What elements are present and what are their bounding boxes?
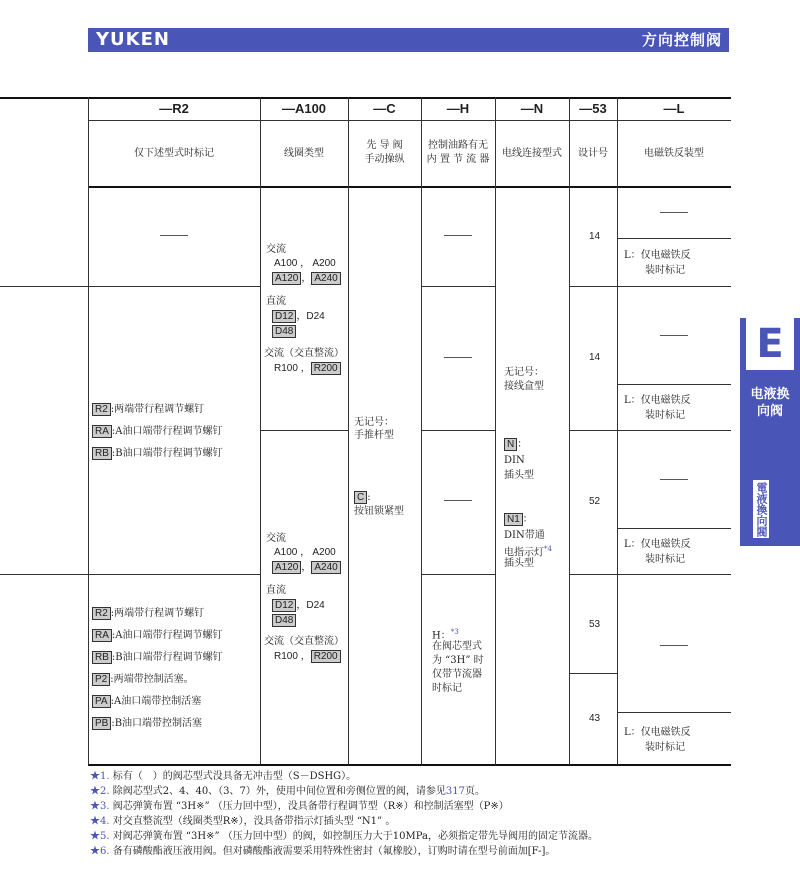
col-sep-7 [617, 97, 618, 765]
row1-rule-right [421, 286, 495, 287]
dash-h-row1 [444, 235, 472, 236]
col-sep-1 [88, 97, 89, 765]
col-desc-r2: 仅下述型式时标记 [134, 148, 214, 159]
coil-acdc-values-b: R100 ， R200 [274, 650, 341, 663]
col-sep-5 [495, 97, 496, 765]
brand-logo: YUKEN [96, 29, 170, 50]
dash-h-row2 [444, 357, 472, 358]
design-number: 43 [589, 713, 601, 724]
col-code-a100: —A100 [281, 101, 327, 116]
col-desc-c-1: 先 导 阀 [366, 140, 403, 151]
coil-ac-values-b: A100 ， A200 [274, 547, 336, 558]
coil-dc-label-b: 直流 [266, 585, 286, 596]
r2-option-r2: R2 :两端带行程调节螺钉 [92, 403, 204, 416]
coil-ac-label: 交流 [266, 244, 286, 255]
coil-ac-boxes-b: A120 ， A240 [272, 561, 341, 574]
reverse-split-1 [617, 238, 731, 239]
conn-n-l2: 插头型 [504, 470, 534, 481]
coil-dc-box2-b: D48 [272, 614, 296, 627]
col-desc-a100: 线圈类型 [284, 148, 324, 159]
conn-n1-l3: 插头型 [504, 558, 534, 569]
conn-none: 无记号： [504, 367, 544, 378]
dash-l-row4 [660, 645, 688, 646]
manual-none: 无记号： [354, 417, 394, 428]
table-bottom-rule [88, 764, 731, 766]
dash-l-row3 [660, 479, 688, 480]
col-code-l: —L [663, 101, 685, 116]
col-sep-6 [569, 97, 570, 765]
conn-n1-l2: 电指示灯$^{*4}$ [504, 545, 552, 559]
col-sep-2 [260, 97, 261, 765]
throttle-l2: 为 “3H” 时 [432, 655, 484, 666]
conn-none-desc: 接线盒型 [504, 381, 544, 392]
header-bar [88, 28, 729, 52]
design-number: 52 [589, 496, 601, 507]
page-link[interactable]: 317 [445, 786, 466, 797]
side-tab-letter: E [746, 318, 794, 370]
coil-ac-boxes: A120 ， A240 [272, 272, 341, 285]
row2-rule [260, 430, 348, 431]
design-number: 14 [589, 352, 601, 363]
reverse-l2: 装时标记 [645, 410, 685, 421]
col-desc-c-2: 手动操纵 [364, 154, 405, 165]
coil-ac-label-b: 交流 [266, 533, 286, 544]
footnote-3: ★3. 阀芯弹簧布置 “3H※” （压力回中型），没具备带行程调节型（R※）和控制活塞型（P※） [90, 801, 509, 812]
coil-acdc-values: R100 ， R200 [274, 362, 341, 375]
col-code-53: —53 [579, 101, 607, 116]
r2-option-ra: RA :A油口端带行程调节螺钉 [92, 425, 223, 438]
coil-acdc-label-b: 交流（交直整流） [264, 636, 344, 647]
row2-rule-h [421, 430, 495, 431]
reverse-l1: L：仅电磁铁反 [624, 727, 691, 738]
col-code-n: —N [520, 101, 544, 116]
footnote-5: ★5. 对阀芯弹簧布置 “3H※” （压力回中型）的阀，如控制压力大于10MPa，必须指定带先导阀用的固定节流器。 [90, 831, 598, 842]
throttle-l4: 时标记 [432, 683, 462, 694]
col-code-c: —C [373, 101, 396, 116]
footnote-1: ★1. 标有（ ）的阀芯型式没具备无冲击型（S－DSHG）。 [90, 771, 357, 782]
design-number: 14 [589, 231, 601, 242]
coil-dc-box2: D48 [272, 325, 296, 338]
coil-dc-values: D12 ，D24 [272, 310, 325, 323]
footnote-2: ★2. 除阀芯型式2、4、40、（3、7）外，使用中间位置和旁侧位置的阀，请参见317页。 [90, 786, 486, 797]
manual-none-desc: 手推杆型 [354, 430, 394, 441]
col-desc-l: 电磁铁反装型 [644, 148, 704, 159]
row4-rule-design [569, 673, 617, 674]
side-tab-label: 电液换向阀 [750, 387, 790, 419]
design-number: 53 [589, 619, 601, 630]
reverse-l2: 装时标记 [645, 265, 685, 276]
dash-l-row1 [660, 212, 688, 213]
r2-option-rb: RB :B油口端带行程调节螺钉 [92, 447, 223, 460]
reverse-split-3 [617, 528, 731, 529]
col-desc-n: 电线连接型式 [502, 148, 562, 159]
col-sep-3 [348, 97, 349, 765]
reverse-l1: L：仅电磁铁反 [624, 539, 691, 550]
reverse-split-4 [617, 712, 731, 713]
col-code-r2: —R2 [159, 101, 189, 116]
r2-option-p2: P2 :两端带控制活塞。 [92, 673, 194, 686]
header-code-rule [88, 120, 731, 121]
conn-n1-code: N1 ： [504, 513, 533, 526]
conn-n1-l1: DIN带通 [504, 530, 545, 541]
reverse-l2: 装时标记 [645, 742, 685, 753]
row1-rule [0, 286, 260, 287]
footnote-6: ★6. 备有磷酸酯液压液用阀。但对磷酸酯液需要采用特殊性密封（氟橡胶），订购时请在型号前面加[F-]。 [90, 846, 556, 857]
coil-dc-values-b: D12 ，D24 [272, 599, 325, 612]
manual-c-desc: 按钮锁紧型 [354, 506, 404, 517]
dash-l-row2 [660, 335, 688, 336]
conn-n-l1: DIN [504, 455, 525, 466]
coil-dc-label: 直流 [266, 296, 286, 307]
conn-n-code: N ： [504, 438, 527, 451]
throttle-l1: 在阀芯型式 [432, 641, 482, 652]
r2-option-pb: PB :B油口端带控制活塞 [92, 717, 202, 730]
header-bottom-rule [88, 186, 731, 188]
page-title: 方向控制阀 [641, 31, 722, 49]
footnote-4: ★4. 对交直整流型（线圈类型R※），没具备带指示灯插头型 “N1” 。 [90, 816, 396, 827]
row3-rule-h [421, 574, 495, 575]
reverse-l2: 装时标记 [645, 554, 685, 565]
r2-option-pa: PA :A油口端带控制活塞 [92, 695, 201, 708]
row3-rule-design [569, 574, 731, 575]
r2-option-rb-b: RB :B油口端带行程调节螺钉 [92, 651, 223, 664]
reverse-split-2 [617, 384, 731, 385]
dash-r2-row1 [160, 235, 188, 236]
col-desc-h-1: 控制油路有无 [428, 140, 488, 151]
r2-option-r2-b: R2 :两端带行程调节螺钉 [92, 607, 204, 620]
row2-rule-design [569, 430, 731, 431]
dash-h-row3 [444, 500, 472, 501]
r2-option-ra-b: RA :A油口端带行程调节螺钉 [92, 629, 223, 642]
row1-rule-design [569, 286, 731, 287]
reverse-l1: L：仅电磁铁反 [624, 395, 691, 406]
throttle-l3: 仅带节流器 [432, 669, 482, 680]
col-desc-h-2: 内 置 节 流 器 [426, 154, 490, 165]
col-desc-53: 设计号 [578, 148, 608, 159]
col-code-h: —H [446, 101, 470, 116]
coil-acdc-label: 交流（交直整流） [264, 348, 344, 359]
side-tab-sub: 電液換向閥 [755, 481, 768, 537]
table-top-rule [0, 97, 731, 99]
row3-rule [0, 574, 260, 575]
coil-ac-values: A100 ， A200 [274, 258, 336, 269]
reverse-l1: L：仅电磁铁反 [624, 250, 691, 261]
manual-c-code: C : [354, 491, 371, 504]
col-sep-4 [421, 97, 422, 765]
throttle-h: H：$^{*3}$ [432, 628, 459, 642]
